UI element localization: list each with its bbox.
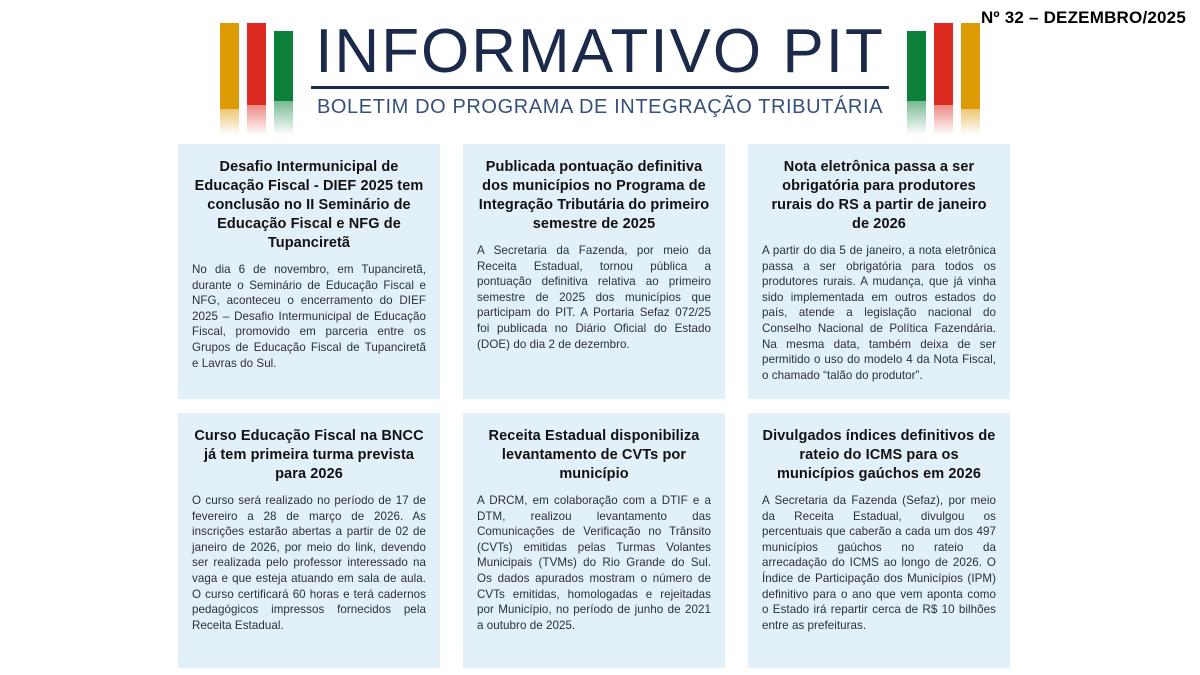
logo-bar-orange-right: [961, 23, 980, 135]
newsletter-title: INFORMATIVO PIT: [311, 20, 889, 89]
bar-orange-icon: [220, 23, 239, 109]
news-card[interactable]: [463, 413, 725, 668]
news-card[interactable]: [463, 144, 725, 399]
logo-bars-left: [220, 20, 293, 135]
news-card-body: A Secretaria da Fazenda, por meio da Receita Estadual, tornou pública a pontuação definitiva relativa ao primeiro semestre de 2025 dos municípios que participam do PIT. A Portaria Sefaz 072/25 foi publicada no Diário Oficial do Estado (DOE) do dia 2 de dezembro.: [477, 244, 711, 351]
bar-green-reflection-icon: [274, 101, 293, 135]
news-card-body: A partir do dia 5 de janeiro, a nota eletrônica passa a ser obrigatória para todos os produtores rurais. A mudança, que já vinha sido implementada em outros estados do país, atende a legislação nacional do Conselho Nacional de Política Fazendária. Na mesma data, também deixa de ser permitido o uso do modelo 4 da Nota Fiscal, o chamado “talão do produtor”.: [762, 244, 996, 382]
news-card-title: Desafio Intermunicipal de Educação Fiscal - DIEF 2025 tem conclusão no II Seminário de Educação Fiscal e NFG de Tupanciretã: [194, 159, 424, 251]
news-card[interactable]: [178, 144, 440, 399]
bar-red-reflection-icon: [247, 105, 266, 135]
news-card-body: O curso será realizado no período de 17 de fevereiro a 28 de março de 2026. As inscrições estarão abertas a partir de 02 de janeiro de 2026, por meio do link, devendo ser realizada pelo professor interessado na vaga e que esteja atuando em sala de aula. O curso certificará 60 horas e terá cadernos pedagógicos impressos fornecidos pela Receita Estadual.: [192, 494, 426, 632]
logo-bar-red-right: [934, 23, 953, 135]
news-card-body: No dia 6 de novembro, em Tupanciretã, durante o Seminário de Educação Fiscal e NFG, aconteceu o encerramento do DIEF 2025 – Desafio Intermunicipal de Educação Fiscal, promovido em parceria entre os Grupos de Educação Fiscal de Tupanciretã e Lavras do Sul.: [192, 263, 426, 370]
bar-red-icon: [934, 23, 953, 105]
news-card-title: Publicada pontuação definitiva dos municípios no Programa de Integração Tributária do primeiro semestre de 2025: [478, 159, 710, 232]
news-card-body: A DRCM, em colaboração com a DTIF e a DTM, realizou levantamento das Comunicações de Verificação no Trânsito (CVTs) emitidas pelas Turmas Volantes Municipais (TVMs) do Rio Grande do Sul. Os dados apurados mostram o número de CVTs emitidas, homologadas e rejeitadas por Município, no período de junho de 2021 a outubro de 2025.: [477, 494, 711, 632]
bar-orange-reflection-icon: [961, 109, 980, 135]
newsletter-subtitle: BOLETIM DO PROGRAMA DE INTEGRAÇÃO TRIBUTÁRIA: [316, 96, 884, 118]
bar-green-icon: [907, 31, 926, 101]
news-card[interactable]: [178, 413, 440, 668]
news-card-title: Receita Estadual disponibiliza levantamento de CVTs por município: [488, 428, 700, 482]
logo-bar-green-right: [907, 23, 926, 135]
bar-red-icon: [247, 23, 266, 105]
issue-number-label: Nº 32 – DEZEMBRO/2025: [980, 8, 1186, 27]
logo-bars-right: [907, 20, 980, 135]
news-cards-grid: [178, 144, 1010, 668]
news-card-body: A Secretaria da Fazenda (Sefaz), por meio da Receita Estadual, divulgou os percentuais que caberão a cada um dos 497 municípios gaúchos no rateio da arrecadação do ICMS ao longo de 2026. O Índice de Participação dos Municípios (IPM) definitivo para o ano que vem aponta como o Estado irá repartir cerca de R$ 10 bilhões entre as prefeituras.: [762, 494, 996, 632]
logo-bar-green-left: [274, 23, 293, 135]
bar-green-reflection-icon: [907, 101, 926, 135]
bar-green-icon: [274, 31, 293, 101]
bar-orange-reflection-icon: [220, 109, 239, 135]
bar-orange-icon: [961, 23, 980, 109]
bar-red-reflection-icon: [934, 105, 953, 135]
news-card-title: Curso Educação Fiscal na BNCC já tem primeira turma prevista para 2026: [194, 428, 424, 482]
logo-bar-orange-left: [220, 23, 239, 135]
news-card[interactable]: [748, 413, 1010, 668]
news-card-title: Nota eletrônica passa a ser obrigatória para produtores rurais do RS a partir de janeiro de 2026: [771, 159, 987, 232]
logo-bar-red-left: [247, 23, 266, 135]
title-block: [311, 17, 889, 119]
news-card-title: Divulgados índices definitivos de rateio do ICMS para os municípios gaúchos em 2026: [762, 428, 996, 482]
news-card[interactable]: [748, 144, 1010, 399]
